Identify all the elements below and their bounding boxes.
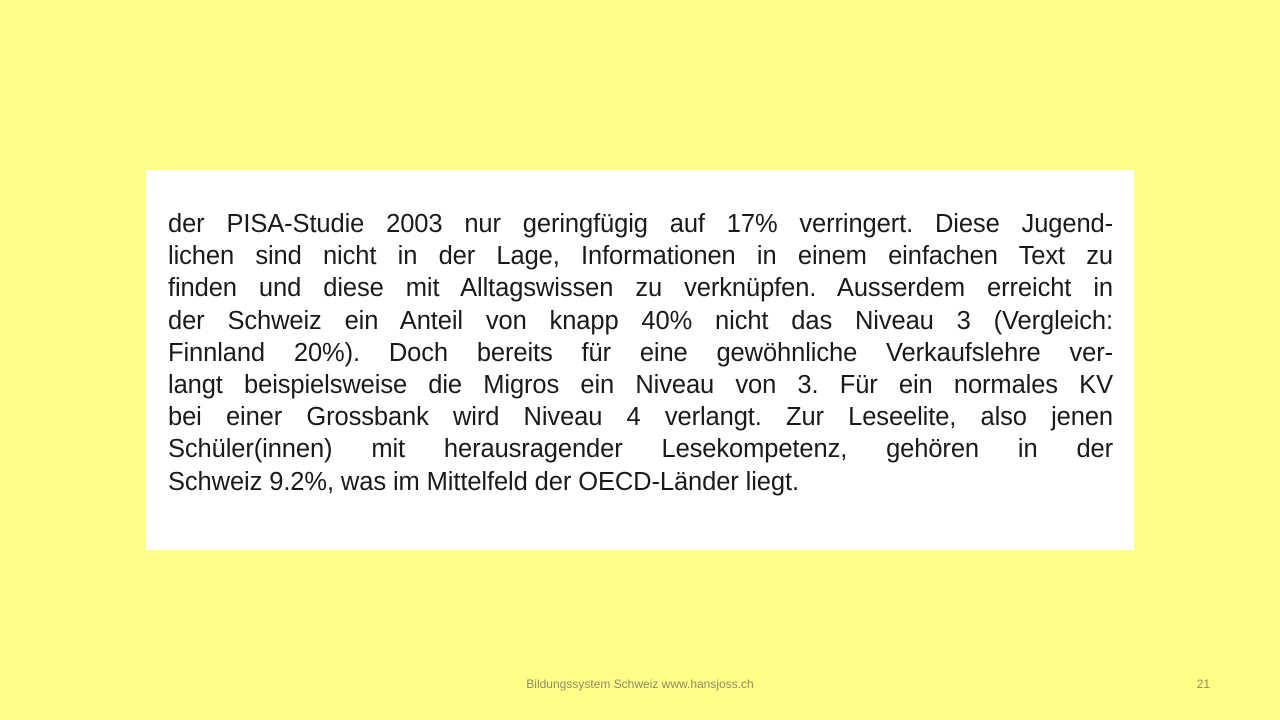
text-line: Schüler(innen) mit herausragender Lesekompetenz, gehören in der: [168, 435, 1113, 464]
footer-text: Bildungssystem Schweiz www.hansjoss.ch: [526, 677, 754, 691]
text-line: bei einer Grossbank wird Niveau 4 verlangt. Zur Leseelite, also jenen: [168, 403, 1113, 432]
text-line: langt beispielsweise die Migros ein Niveau von 3. Für ein normales KV: [168, 370, 1113, 399]
text-excerpt: [168, 208, 1113, 498]
text-excerpt-card: [146, 170, 1134, 550]
text-line: Schweiz 9.2%, was im Mittelfeld der OECD-Länder liegt.: [168, 467, 799, 496]
text-line: der Schweiz ein Anteil von knapp 40% nicht das Niveau 3 (Vergleich:: [168, 306, 1113, 335]
text-line: Finnland 20%). Doch bereits für eine gewöhnliche Verkaufslehre ver-: [168, 338, 1113, 367]
page-number: 21: [1196, 677, 1210, 691]
text-line: der PISA-Studie 2003 nur geringfügig auf 17% verringert. Diese Jugend-: [168, 210, 1113, 238]
text-line: lichen sind nicht in der Lage, Informationen in einem einfachen Text zu: [168, 242, 1113, 271]
text-line: finden und diese mit Alltagswissen zu verknüpfen. Ausserdem erreicht in: [168, 274, 1113, 303]
